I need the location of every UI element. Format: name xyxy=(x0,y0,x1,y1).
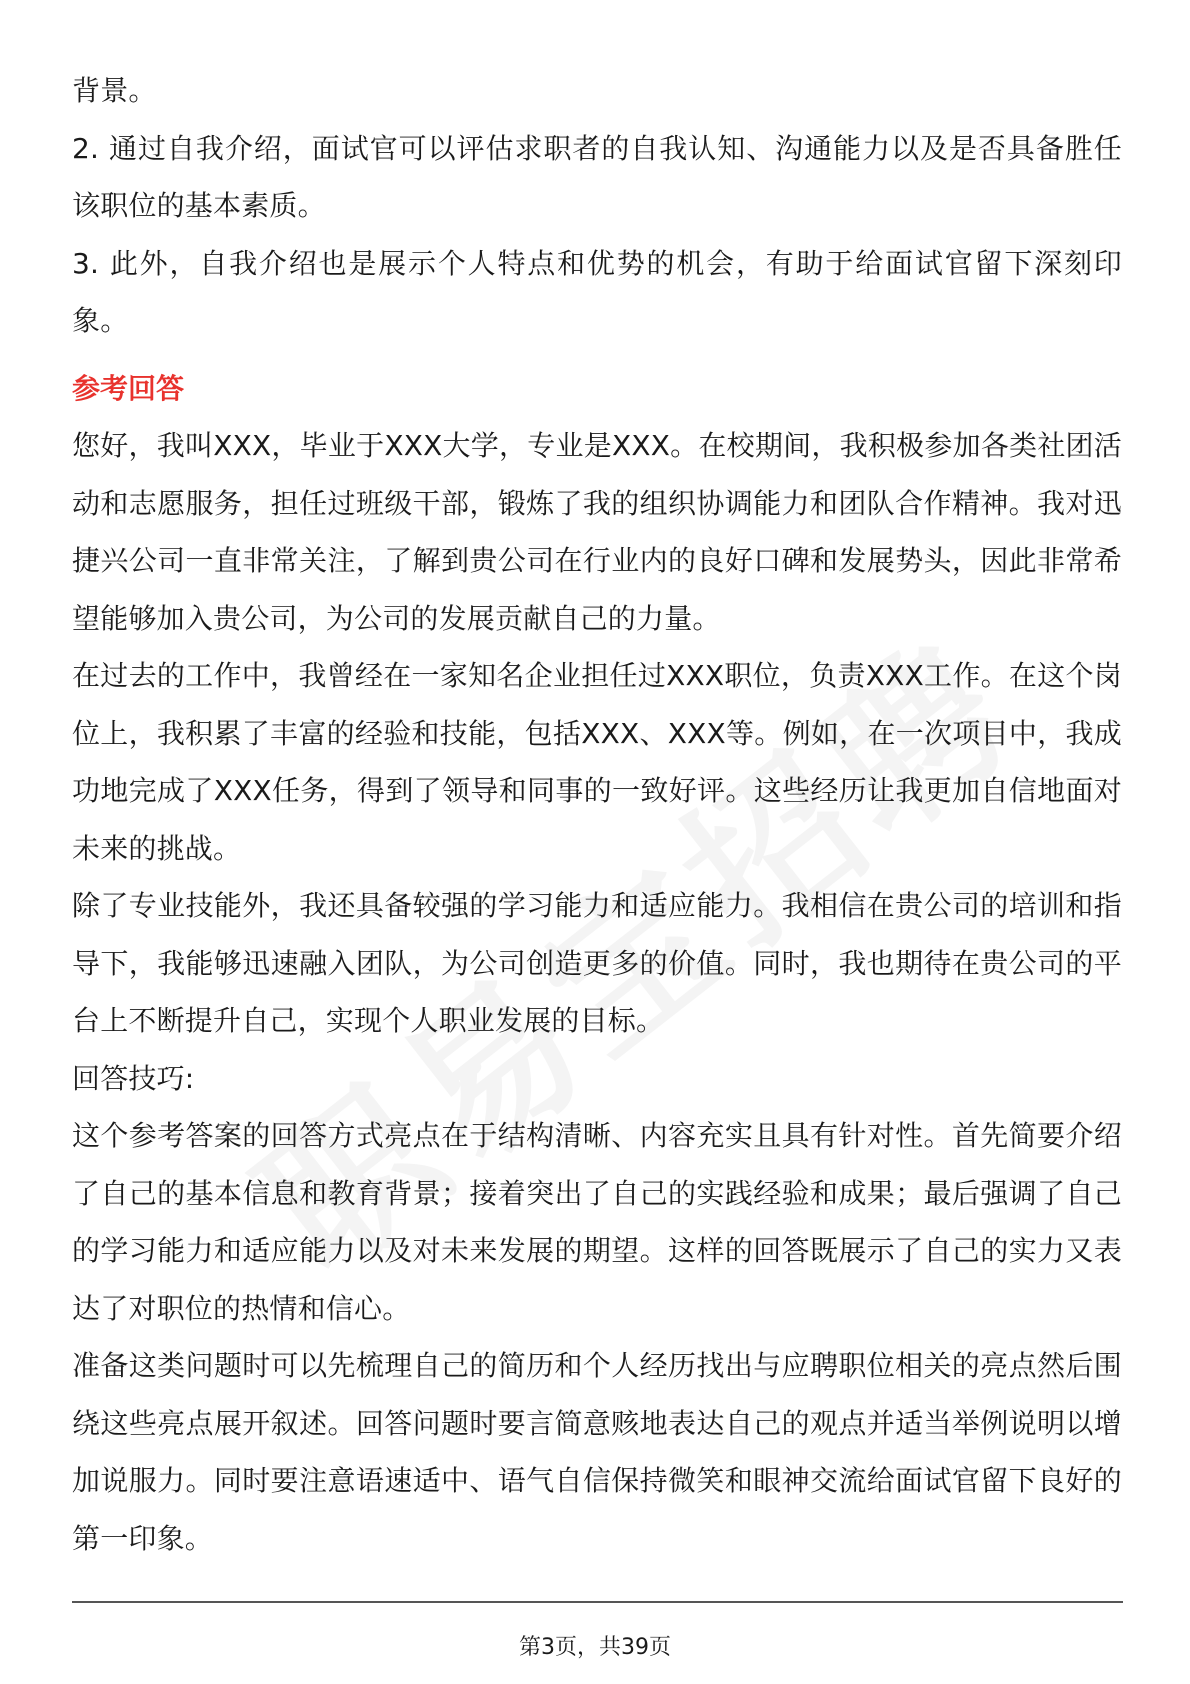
tips-paragraph-2: 准备这类问题时可以先梳理自己的简历和个人经历找出与应聘职位相关的亮点然后围绕这些亮点展开叙述。回答问题时要言简意赅地表达自己的观点并适当举例说明以增加说服力。同时要注意语速适中、语气自信保持微笑和眼神交流给面试官留下良好的第一印象。 xyxy=(72,1349,1122,1555)
answer-paragraph-1: 您好，我叫XXX，毕业于XXX大学，专业是XXX。在校期间，我积极参加各类社团活动和志愿服务，担任过班级干部，锻炼了我的组织协调能力和团队合作精神。我对迅捷兴公司一直非常关注，了解到贵公司在行业内的良好口碑和发展势头，因此非常希望能够加入贵公司，为公司的发展贡献自己的力量。 xyxy=(72,429,1122,635)
page-number: 第3页，共39页 xyxy=(519,1635,671,1660)
intro-line-3: 3. 此外，自我介绍也是展示个人特点和优势的机会，有助于给面试官留下深刻印象。 xyxy=(72,246,1122,337)
answer-paragraph-2: 在过去的工作中，我曾经在一家知名企业担任过XXX职位，负责XXX工作。在这个岗位上，我积累了丰富的经验和技能，包括XXX、XXX等。例如，在一次项目中，我成功地完成了XXX任务，得到了领导和同事的一致好评。这些经历让我更加自信地面对未来的挑战。 xyxy=(72,659,1122,865)
footer-divider xyxy=(72,1601,1123,1603)
tips-paragraph-1: 这个参考答案的回答方式亮点在于结构清晰、内容充实且具有针对性。首先简要介绍了自己的基本信息和教育背景；接着突出了自己的实践经验和成果；最后强调了自己的学习能力和适应能力以及对未来发展的期望。这样的回答既展示了自己的实力又表达了对职位的热情和信心。 xyxy=(72,1119,1122,1325)
answer-paragraph-3: 除了专业技能外，我还具备较强的学习能力和适应能力。我相信在贵公司的培训和指导下，我能够迅速融入团队，为公司创造更多的价值。同时，我也期待在贵公司的平台上不断提升自己，实现个人职业发展的目标。 xyxy=(72,889,1122,1037)
page-content xyxy=(72,62,1122,1567)
section-title-reference-answer: 参考回答 xyxy=(72,371,185,405)
tips-heading: 回答技巧: xyxy=(72,1061,195,1095)
intro-line-1: 背景。 xyxy=(72,74,157,107)
intro-line-2: 2. 通过自我介绍，面试官可以评估求职者的自我认知、沟通能力以及是否具备胜任该职位的基本素质。 xyxy=(72,131,1122,222)
